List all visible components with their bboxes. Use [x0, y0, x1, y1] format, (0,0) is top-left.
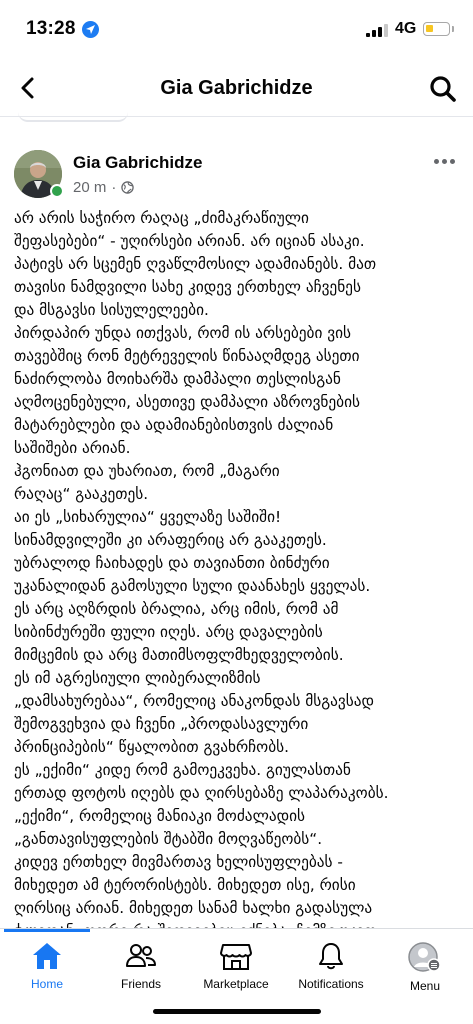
- post-text-line: „დამსახურებაა“, რომელიც ანაკონდას მსგავსად: [14, 692, 374, 710]
- post-text-line: ერთად ფოტოს იღებს და ღირსებაზე ლაპარაკობს.: [14, 784, 389, 802]
- tab-menu-label: Menu: [409, 979, 441, 993]
- page-title: Gia Gabrichidze: [160, 77, 313, 99]
- online-status-dot: [50, 184, 64, 198]
- post-time[interactable]: 20 m: [73, 179, 107, 196]
- post-text-line: მიმცემის და არც მათიმსოფლმხედველობის.: [14, 646, 344, 664]
- post-text-line: „ექიმი“, რომელიც მანიაკი მოძალადის: [14, 807, 306, 825]
- post-text-line: ჰგონიათ და უხარიათ, რომ „მაგარი: [14, 462, 280, 480]
- active-tab-indicator: [4, 929, 90, 932]
- tab-home-label: Home: [30, 977, 63, 991]
- post-text-line: სინამდვილეში კი არაფერიც არ გააკეთეს.: [14, 531, 327, 549]
- tab-notifications[interactable]: [284, 941, 378, 1001]
- post-text-line: რაღაც“ გააკეთეს.: [14, 485, 149, 503]
- bell-icon: [316, 941, 346, 971]
- post-text-line: უბრალოდ ჩაიხადეს და თავიანთი ბინძური: [14, 554, 330, 572]
- battery-cap: [452, 26, 454, 32]
- home-icon: [31, 941, 63, 971]
- post-text-line: შემოგვეხვია და ჩვენი „პროდასავლური: [14, 715, 309, 733]
- post-text-line: შეფასებები“ - უღირსები არიან. არ იციან ასაკი.: [14, 232, 365, 250]
- post-text-line: პირდაპირ უნდა ითქვას, რომ ის არსებები ვის: [14, 324, 351, 342]
- post-text-line: თავისი ნამდვილი სახე კიდევ ერთხელ აჩვენეს: [14, 278, 361, 296]
- location-arrow-icon: [82, 21, 99, 38]
- post-text-line: ეს არც აღზრდის ბრალია, არც იმის, რომ ამ: [14, 600, 339, 618]
- status-bar: [0, 0, 473, 60]
- post-text-line: კიდევ ერთხელ მივმართავ ხელისუფლებას -: [14, 853, 343, 871]
- page-header: [0, 60, 473, 116]
- cellular-signal-icon: [366, 24, 388, 37]
- battery-icon: [423, 22, 450, 36]
- post-text-line: აი ეს „სიხარულია“ ყველაზე საშიში!: [14, 508, 282, 526]
- post-text-line: ეს „ექიმი“ კიდე რომ გამოეკვეხა. გიულასთან: [14, 761, 351, 779]
- network-type: 4G: [395, 20, 417, 37]
- post-text-line: პატივს არ სცემენ ღვაწლმოსილ ადამიანებს. მათ: [14, 255, 377, 273]
- post-text: [14, 207, 463, 966]
- post-text-line: უკანალიდან გამოსული სული დაანახეს ყველას.: [14, 577, 371, 595]
- tab-home[interactable]: [0, 941, 94, 1001]
- post-options-button[interactable]: [432, 157, 458, 167]
- tab-marketplace-label: Marketplace: [203, 977, 269, 991]
- avatar-icon: [407, 941, 443, 973]
- post-text-line: თავებშიც რონ მეტრეველის წინააღმდეგ ასეთი: [14, 347, 360, 365]
- post-text-line: „განთავისუფლების შტაბში მოღვაწეობს“.: [14, 830, 323, 848]
- home-indicator: [153, 1009, 321, 1014]
- tab-friends[interactable]: [94, 941, 188, 1001]
- post-text-line: ღირსიც არიან. მიხედეთ სანამ ხალხი გადასულა: [14, 899, 373, 917]
- previous-card-edge: [18, 112, 128, 122]
- tab-marketplace[interactable]: [189, 941, 283, 1001]
- post-text-line: და მსგავსი სისულელეები.: [14, 301, 209, 319]
- post-author[interactable]: Gia Gabrichidze: [73, 153, 203, 172]
- friends-icon: [124, 941, 158, 971]
- post-text-line: სიბინძურეში ფული იღეს. არც დავალების: [14, 623, 323, 641]
- marketplace-icon: [219, 941, 253, 971]
- post-text-line: პრინციპების“ წყალობით გვახრჩობს.: [14, 738, 289, 756]
- post-text-line: მატარებლები და ადამიანებისთვის ძალიან: [14, 416, 334, 434]
- post-text-line: აღმოცენებული, ასეთივე დამპალი აზროვნების: [14, 393, 361, 411]
- post-text-line: მიხედეთ ამ ტერორისტებს. მიხედეთ ისე, რისი: [14, 876, 356, 894]
- post-text-line: ნაძირლობა მოიხარშა დამპალი თესლისგან: [14, 370, 341, 388]
- header-divider: [0, 116, 473, 117]
- post-text-line: არ არის საჭირო რაღაც „ძიმაკრაწიული: [14, 209, 309, 227]
- status-time: 13:28: [26, 18, 76, 39]
- post-meta: [73, 179, 134, 196]
- post-text-line: საშიშები არიან.: [14, 439, 131, 457]
- meta-separator: ·: [111, 179, 117, 196]
- search-icon: [428, 74, 458, 104]
- tab-notifications-label: Notifications: [298, 977, 364, 991]
- tab-menu[interactable]: [378, 941, 472, 1001]
- globe-icon: [121, 181, 134, 194]
- post-text-line: ეს იმ აგრესიული ლიბერალიზმის: [14, 669, 261, 687]
- tab-friends-label: Friends: [120, 977, 161, 991]
- search-button[interactable]: [428, 74, 458, 104]
